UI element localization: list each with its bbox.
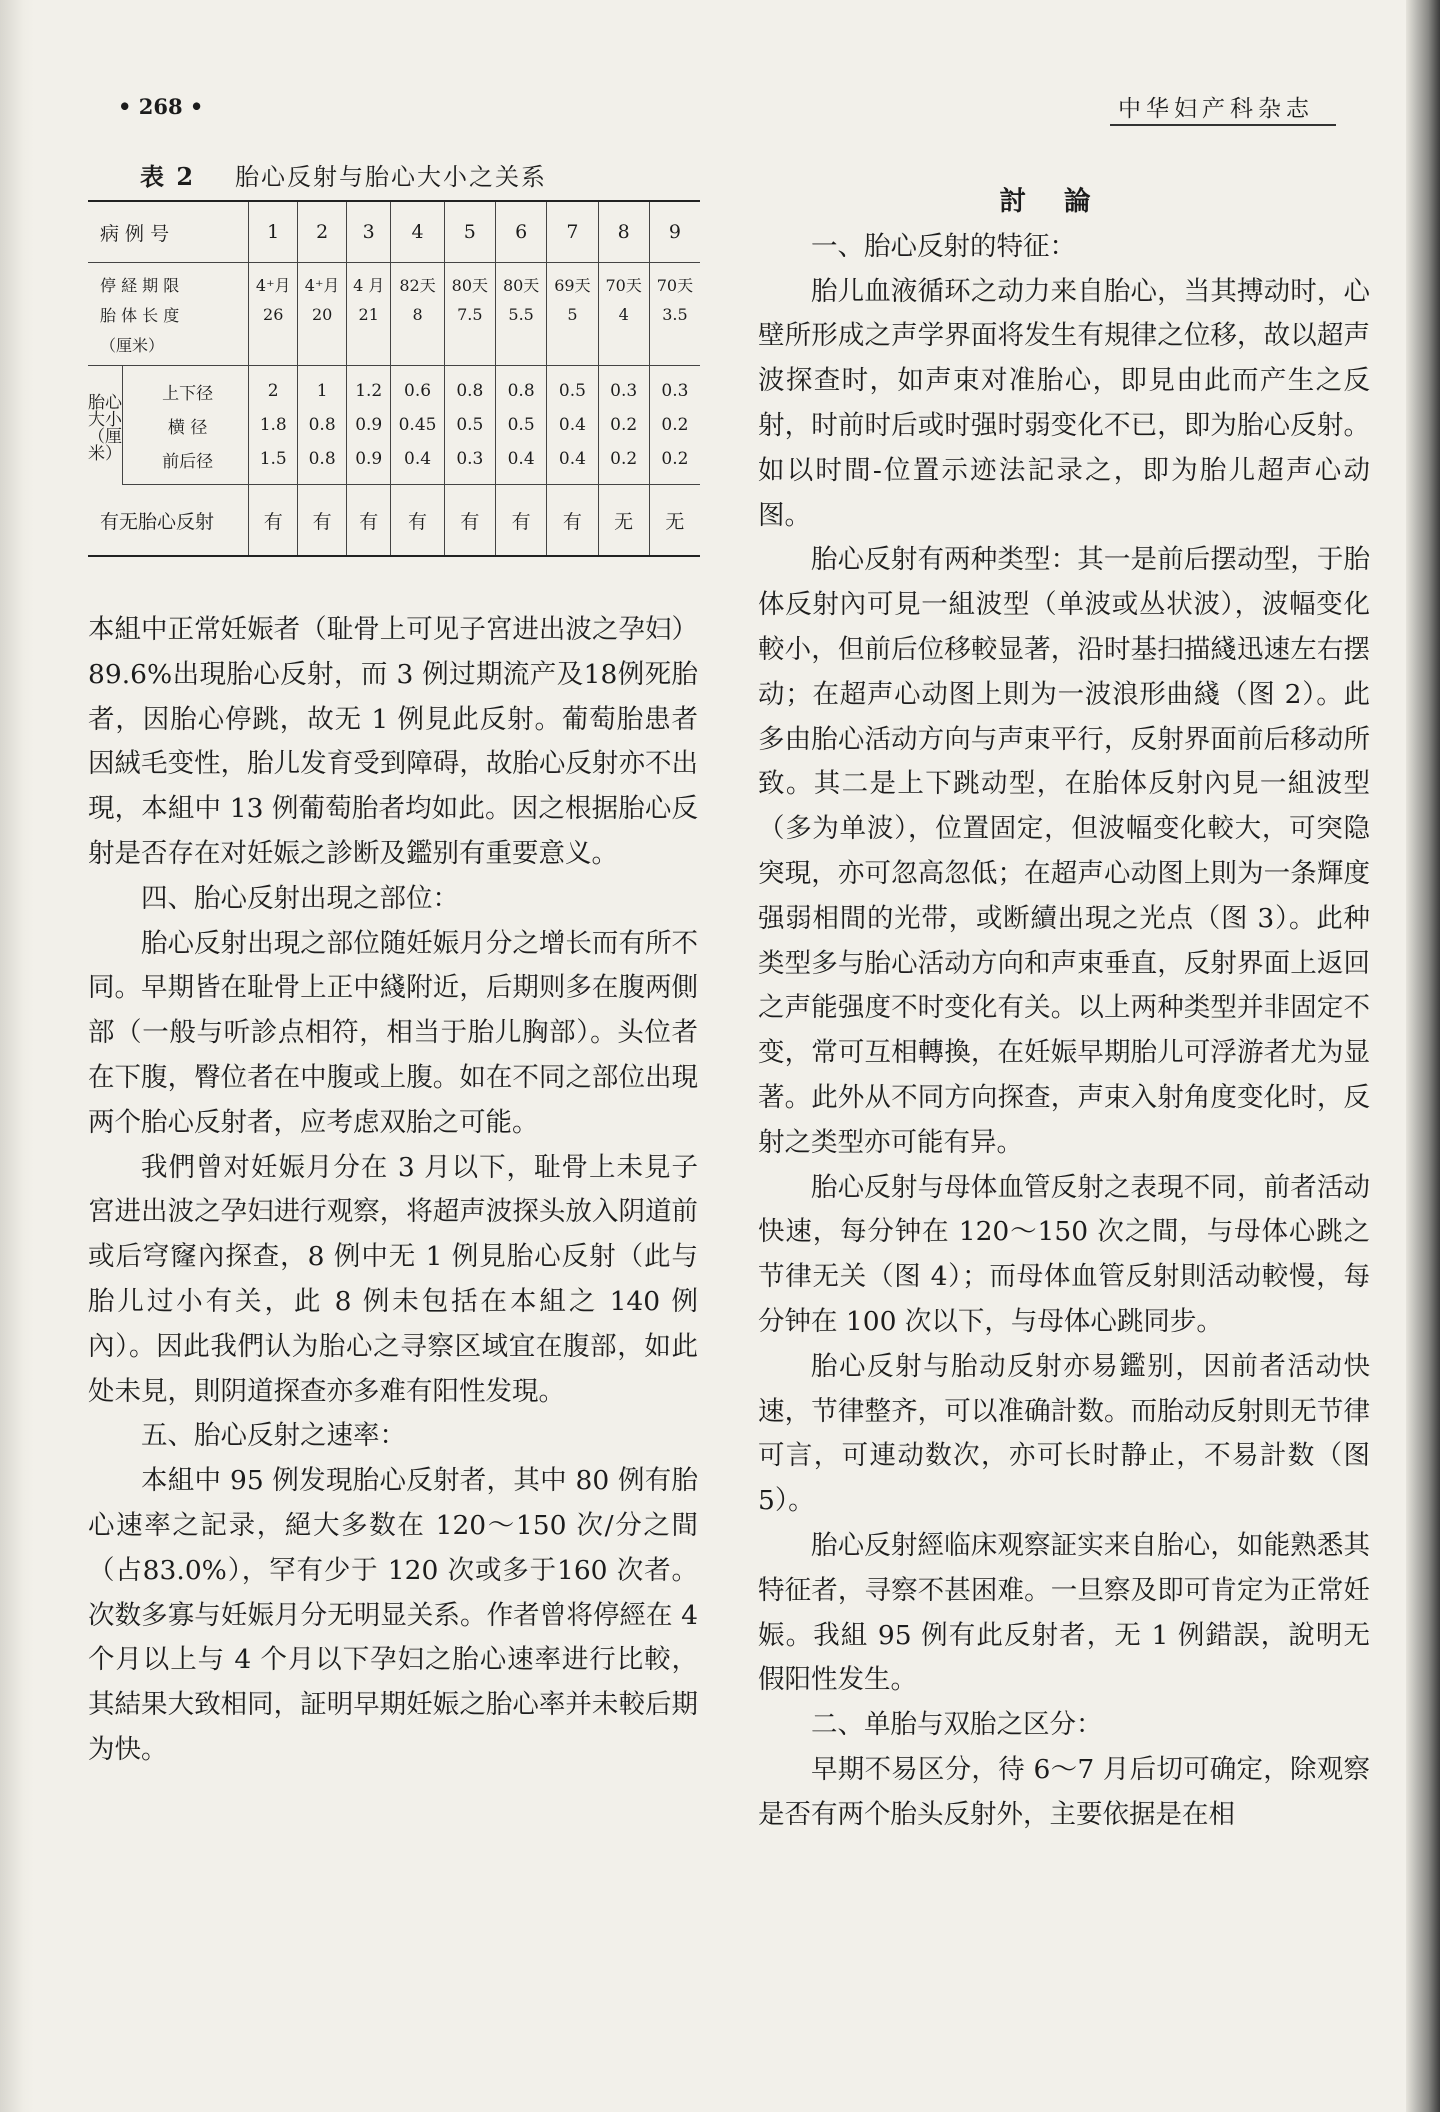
reflex-row <box>88 485 700 557</box>
reflex-cell: 有 <box>444 485 495 557</box>
dimension-cell: 0.8 <box>298 408 347 442</box>
reflex-cell: 无 <box>598 485 649 557</box>
dimension-cell: 0.2 <box>661 415 689 435</box>
reflex-cell: 有 <box>249 485 298 557</box>
length-cell: 5 <box>547 299 598 329</box>
reflex-label: 有无胎心反射 <box>88 485 249 557</box>
body-paragraph: 胎儿血液循环之动力来自胎心，当其搏动时，心壁所形成之声学界面将发生有規律之位移，故以超声波探查时，如声束对准胎心，即見由此而产生之反射，时前时后或时强时弱变化不已，即为胎心反射。如以时間-位置示迹法記录之，即为胎儿超声心动图。 <box>758 275 1370 531</box>
reflex-cell: 有 <box>547 485 598 557</box>
dimension-cell: 1 <box>298 366 347 409</box>
dimension-cell: 0.4 <box>495 442 546 485</box>
body-paragraph: 胎心反射經临床观察証实来自胎心，如能熟悉其特征者，寻察不甚困难。一旦察及即可肯定为正常妊娠。我組 95 例有此反射者，无 1 例錯誤，說明无假阳性发生。 <box>758 1529 1370 1696</box>
header-rule <box>1110 124 1336 126</box>
reflex-cell: 有 <box>347 485 391 557</box>
case-cell: 7 <box>547 201 598 263</box>
dimension-cell: 0.5 <box>547 366 598 409</box>
length-cell: 26 <box>249 299 298 329</box>
gestation-cell: 70天 <box>656 275 694 295</box>
dimension-cell: 0.5 <box>495 408 546 442</box>
body-paragraph: 胎心反射与胎动反射亦易鑑别，因前者活动快速，节律整齐，可以准确計数。而胎动反射則无节律可言，可連动数次，亦可长时静止，不易計数（图 5）。 <box>758 1350 1370 1517</box>
reflex-cell: 有 <box>391 485 444 557</box>
dimension-cell: 0.2 <box>649 442 700 485</box>
dimension-label: 上下径 <box>123 366 249 409</box>
fetal-length-row <box>88 299 700 329</box>
length-cell: 20 <box>298 299 347 329</box>
gestation-cell: 80天 <box>444 263 495 300</box>
body-paragraph: 早期不易区分，待 6～7 月后切可确定，除观察是否有两个胎头反射外，主要依据是在相 <box>758 1753 1370 1830</box>
dimension-cell: 1.2 <box>347 366 391 409</box>
dimension-cell: 0.4 <box>391 442 444 485</box>
gestation-cell: 80天 <box>495 263 546 300</box>
table-caption-number: 表 2 <box>140 162 196 191</box>
case-cell: 8 <box>598 201 649 263</box>
dimension-cell: 0.9 <box>347 408 391 442</box>
journal-title: 中华妇产科杂志 <box>1118 96 1314 122</box>
gestation-cell: 82天 <box>391 263 444 300</box>
dimension-row <box>88 408 700 442</box>
reflex-cell: 无 <box>649 485 700 557</box>
discussion-heading: 討論 <box>999 186 1129 217</box>
case-cell: 1 <box>249 201 298 263</box>
table-caption <box>140 157 547 192</box>
dimension-cell: 0.3 <box>444 442 495 485</box>
reflex-cell: 有 <box>298 485 347 557</box>
table-header-row <box>88 201 700 263</box>
heart-size-group-label: 胎心大小（厘米） <box>88 366 123 485</box>
dimension-row <box>88 366 700 409</box>
data-table <box>88 200 700 557</box>
case-number-label: 病 例 号 <box>88 201 249 263</box>
length-cell: 5.5 <box>495 299 546 329</box>
case-cell: 3 <box>347 201 391 263</box>
section-heading: 四、胎心反射出現之部位： <box>141 882 459 914</box>
dimension-cell: 0.9 <box>347 442 391 485</box>
body-paragraph: 本組中 95 例发現胎心反射者，其中 80 例有胎心速率之記录，絕大多数在 120～150 次/分之間（占83.0%），罕有少于 120 次或多于160 次者。次数多寡与妊娠月分无明显关系。作者曾将停經在 4 个月以上与 4 个月以下孕妇之胎心速率进行比較，其結果大致相同，証明早期妊娠之胎心率并未較后期为快。 <box>88 1465 698 1765</box>
dimension-cell: 0.2 <box>598 442 649 485</box>
dimension-label: 前后径 <box>123 442 249 485</box>
dimension-cell: 0.45 <box>391 408 444 442</box>
gestation-cell: 4⁺月 <box>249 263 298 300</box>
gestation-cell: 70天 <box>598 263 649 300</box>
dimension-cell: 0.8 <box>495 366 546 409</box>
length-cell: 8 <box>391 299 444 329</box>
dimension-cell: 1.5 <box>249 442 298 485</box>
section-heading: 一、胎心反射的特征： <box>811 230 1076 262</box>
length-cell: 4 <box>598 299 649 329</box>
gestation-cell: 4⁺月 <box>298 263 347 300</box>
body-paragraph: 胎心反射有两种类型：其一是前后摆动型，于胎体反射內可見一組波型（单波或丛状波），波幅变化較小，但前后位移較显著，沿时基扫描綫迅速左右摆动；在超声心动图上則为一波浪形曲綫（图 2）。此多由胎心活动方向与声束平行，反射界面前后移动所致。其二是上下跳动型，在胎体反射內見一組波型（多为单波），位置固定，但波幅变化較大，可突隐突現，亦可忽高忽低；在超声心动图上則为一条輝度强弱相間的光带，或断續出現之光点（图 3）。此种类型多与胎心活动方向和声束垂直，反射界面上返回之声能强度不时变化有关。以上两种类型并非固定不变，常可互相轉換，在妊娠早期胎儿可浮游者尤为显著。此外从不同方向探查，声束入射角度变化时，反射之类型亦可能有异。 <box>758 544 1370 1158</box>
gestation-cell: 4 月 <box>347 263 391 300</box>
dimension-cell: 0.5 <box>444 408 495 442</box>
dimension-cell: 1.8 <box>249 408 298 442</box>
left-column <box>88 608 698 1773</box>
dimension-label: 横 径 <box>123 408 249 442</box>
dimension-cell: 0.4 <box>547 442 598 485</box>
length-cell: 7.5 <box>444 299 495 329</box>
dimension-cell: 0.6 <box>391 366 444 409</box>
gestation-row <box>88 263 700 300</box>
right-column <box>758 180 1370 1837</box>
body-paragraph: 胎心反射出現之部位随妊娠月分之增长而有所不同。早期皆在耻骨上正中綫附近，后期则多在腹两側部（一般与听診点相符，相当于胎儿胸部）。头位者在下腹，臀位者在中腹或上腹。如在不同之部位出現两个胎心反射者，应考虑双胎之可能。 <box>88 927 698 1138</box>
reflex-cell: 有 <box>495 485 546 557</box>
fetal-length-label: 胎 体 长 度 <box>88 299 249 329</box>
dimension-cell: 0.8 <box>298 442 347 485</box>
case-cell: 5 <box>444 201 495 263</box>
body-paragraph: 胎心反射与母体血管反射之表現不同，前者活动快速，每分钟在 120～150 次之間，与母体心跳之节律无关（图 4）；而母体血管反射則活动較慢，每分钟在 100 次以下，与母体心跳同步。 <box>758 1171 1370 1337</box>
scan-edge-right <box>1406 0 1440 2112</box>
dimension-cell: 0.3 <box>598 366 649 409</box>
case-cell: 9 <box>649 201 700 263</box>
body-paragraph: 本組中正常妊娠者（耻骨上可见子宮进出波之孕妇）89.6%出現胎心反射，而 3 例过期流产及18例死胎者，因胎心停跳，故无 1 例見此反射。葡萄胎患者因絨毛变性，胎儿发育受到障碍，故胎心反射亦不出現，本組中 13 例葡萄胎者均如此。因之根据胎心反射是否存在对妊娠之診断及鑑别有重要意义。 <box>88 614 698 869</box>
case-cell: 2 <box>298 201 347 263</box>
dimension-cell: 0.8 <box>444 366 495 409</box>
dimension-cell: 0.4 <box>547 408 598 442</box>
dimension-cell: 0.3 <box>661 381 689 401</box>
length-cell: 21 <box>347 299 391 329</box>
case-cell: 6 <box>495 201 546 263</box>
section-heading: 五、胎心反射之速率： <box>141 1420 406 1452</box>
dimension-row <box>88 442 700 485</box>
scan-edge-left <box>0 0 34 2112</box>
section-heading: 二、单胎与双胎之区分： <box>811 1709 1103 1741</box>
dimension-cell: 0.2 <box>598 408 649 442</box>
body-paragraph: 我們曾对妊娠月分在 3 月以下，耻骨上未見子宮进出波之孕妇进行观察，将超声波探头放入阴道前或后穹窿內探查，8 例中无 1 例見胎心反射（此与胎儿过小有关，此 8 例未包括在本組之 140 例內）。因此我們认为胎心之寻察区域宜在腹部，如此处未見，則阴道探查亦多难有阳性发現。 <box>88 1151 698 1407</box>
page-number: • 268 • <box>118 94 204 119</box>
table-caption-text: 胎心反射与胎心大小之关系 <box>235 163 548 191</box>
length-cell: 3.5 <box>662 304 688 324</box>
gestation-cell: 69天 <box>547 263 598 300</box>
gestation-label: 停 経 期 限 <box>88 263 249 300</box>
dimension-cell: 2 <box>249 366 298 409</box>
case-cell: 4 <box>391 201 444 263</box>
length-unit-row <box>88 329 700 366</box>
length-unit-label: （厘米） <box>88 329 249 366</box>
